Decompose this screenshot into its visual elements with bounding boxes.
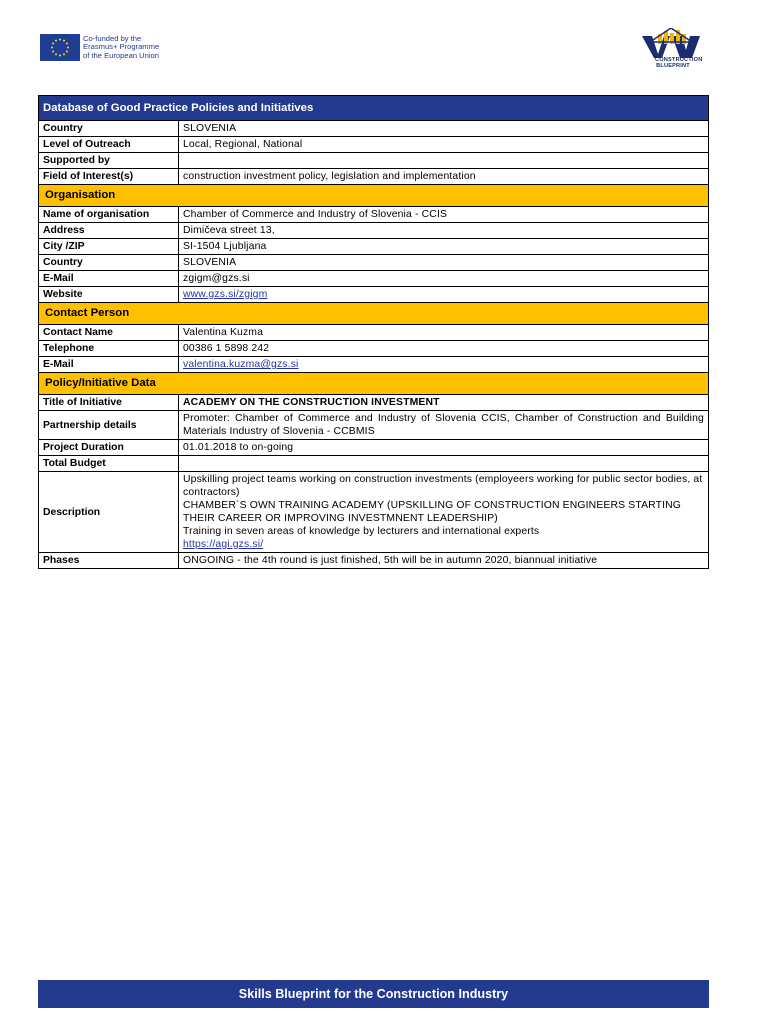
outreach-value: Local, Regional, National <box>179 137 709 153</box>
description-link[interactable]: https://agi.gzs.si/ <box>183 539 264 550</box>
org-country-label: Country <box>39 255 179 271</box>
supported-by-label: Supported by <box>39 153 179 169</box>
partnership-value: Promoter: Chamber of Commerce and Industry of Slovenia CCIS, Chamber of Construction and Building Materials Industry of Slovenia - CCBMIS <box>179 411 709 440</box>
logo-label-line-2: BLUEPRINT <box>656 63 690 69</box>
field-of-interest-value: construction investment policy, legislation and implementation <box>179 169 709 185</box>
eu-line-1: Co-funded by the <box>83 33 142 43</box>
city-zip-label: City /ZIP <box>39 239 179 255</box>
eu-cofunded-text <box>83 35 213 61</box>
initiative-title-value: ACADEMY ON THE CONSTRUCTION INVESTMENT <box>179 395 709 411</box>
table-row <box>39 341 709 357</box>
logo-label-line-1: CONSTRUCTION <box>655 57 703 63</box>
phases-label: Phases <box>39 553 179 569</box>
org-email-label: E-Mail <box>39 271 179 287</box>
website-label: Website <box>39 287 179 303</box>
eu-line-3: of the European Union <box>83 50 159 60</box>
telephone-value: 00386 1 5898 242 <box>179 341 709 357</box>
website-link[interactable]: www.gzs.si/zgigm <box>183 289 268 300</box>
footer-banner <box>38 980 709 1008</box>
table-row <box>39 440 709 456</box>
policy-section-row <box>39 373 709 395</box>
table-row <box>39 411 709 440</box>
table-row <box>39 357 709 373</box>
organisation-section-row <box>39 185 709 207</box>
table-title: Database of Good Practice Policies and Initiatives <box>39 96 709 121</box>
phases-value: ONGOING - the 4th round is just finished, 5th will be in autumn 2020, biannual initiative <box>179 553 709 569</box>
contact-heading: Contact Person <box>39 303 709 325</box>
eu-cofunded-logo <box>40 34 213 61</box>
table-title-row <box>39 96 709 121</box>
table-row <box>39 271 709 287</box>
description-value <box>179 472 709 553</box>
contact-section-row <box>39 303 709 325</box>
duration-label: Project Duration <box>39 440 179 456</box>
telephone-label: Telephone <box>39 341 179 357</box>
duration-value: 01.01.2018 to on-going <box>179 440 709 456</box>
description-label: Description <box>39 472 179 553</box>
table-row <box>39 456 709 472</box>
description-paragraph-1: Upskilling project teams working on construction investments (employeers working for public sector bodies, at contractors) <box>183 474 703 498</box>
table-row <box>39 255 709 271</box>
table-row <box>39 169 709 185</box>
organisation-heading: Organisation <box>39 185 709 207</box>
partnership-label: Partnership details <box>39 411 179 440</box>
field-of-interest-label: Field of Interest(s) <box>39 169 179 185</box>
country-value: SLOVENIA <box>179 121 709 137</box>
city-zip-value: SI-1504 Ljubljana <box>179 239 709 255</box>
description-paragraph-3: Training in seven areas of knowledge by lecturers and international experts <box>183 526 540 537</box>
logo-label <box>655 57 703 69</box>
org-name-label: Name of organisation <box>39 207 179 223</box>
table-row <box>39 553 709 569</box>
eu-flag-icon <box>40 34 80 61</box>
table-row <box>39 153 709 169</box>
org-name-value: Chamber of Commerce and Industry of Slovenia - CCIS <box>179 207 709 223</box>
table-row <box>39 223 709 239</box>
org-email-value: zgigm@gzs.si <box>179 271 709 287</box>
table-row <box>39 472 709 553</box>
country-label: Country <box>39 121 179 137</box>
initiative-title-label: Title of Initiative <box>39 395 179 411</box>
description-paragraph-2: CHAMBER`S OWN TRAINING ACADEMY (UPSKILLING OF CONSTRUCTION ENGINEERS STARTING THEIR CAREER OR IMPROVING INVESTMNENT LEADERSHIP) <box>183 500 682 524</box>
table-row <box>39 207 709 223</box>
address-value: Dimičeva street 13, <box>179 223 709 239</box>
good-practice-table <box>38 95 709 569</box>
address-label: Address <box>39 223 179 239</box>
table-row <box>39 137 709 153</box>
contact-email-link[interactable]: valentina.kuzma@gzs.si <box>183 359 299 370</box>
table-row <box>39 121 709 137</box>
table-row <box>39 395 709 411</box>
budget-value <box>179 456 709 472</box>
org-country-value: SLOVENIA <box>179 255 709 271</box>
policy-heading: Policy/Initiative Data <box>39 373 709 395</box>
table-row <box>39 325 709 341</box>
contact-name-label: Contact Name <box>39 325 179 341</box>
footer-text: Skills Blueprint for the Construction Industry <box>238 987 509 1001</box>
budget-label: Total Budget <box>39 456 179 472</box>
contact-name-value: Valentina Kuzma <box>179 325 709 341</box>
table-row <box>39 239 709 255</box>
table-row <box>39 287 709 303</box>
contact-email-label: E-Mail <box>39 357 179 373</box>
supported-by-value <box>179 153 709 169</box>
eu-line-2: Erasmus+ Programme <box>83 42 160 52</box>
outreach-label: Level of Outreach <box>39 137 179 153</box>
